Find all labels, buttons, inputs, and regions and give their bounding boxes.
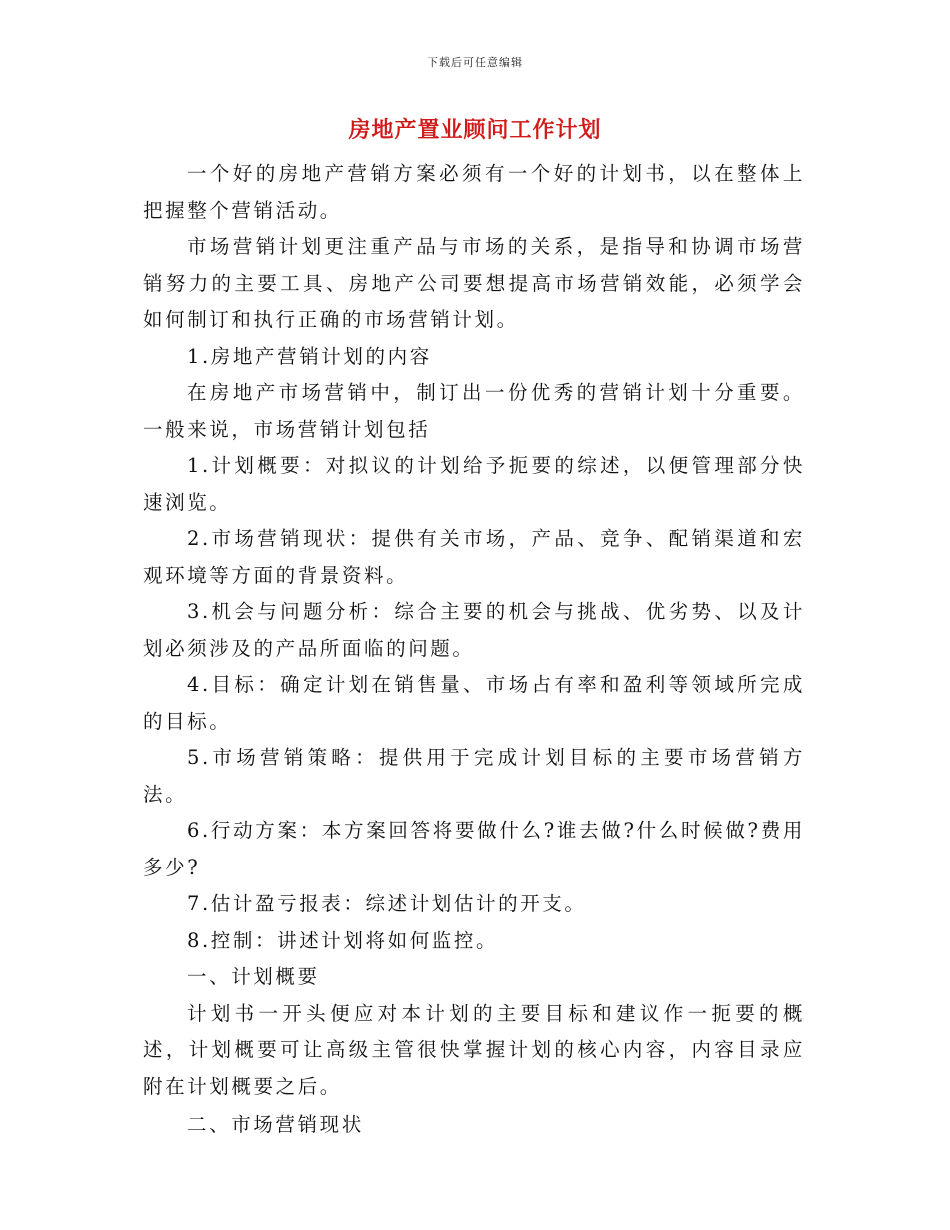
list-item-4: 4.目标：确定计划在销售量、市场占有率和盈利等领域所完成的目标。 <box>143 673 805 733</box>
list-item-1: 1.计划概要：对拟议的计划给予扼要的综述，以便管理部分快速浏览。 <box>143 454 805 514</box>
paragraph-summary: 计划书一开头便应对本计划的主要目标和建议作一扼要的概述，计划概要可让高级主管很快掌握计划的核心内容，内容目录应附在计划概要之后。 <box>143 1001 805 1098</box>
list-item-6: 6.行动方案：本方案回答将要做什么?谁去做?什么时候做?费用多少? <box>143 819 805 879</box>
list-item-5: 5.市场营销策略：提供用于完成计划目标的主要市场营销方法。 <box>143 746 805 806</box>
list-item-7: 7.估计盈亏报表：综述计划估计的开支。 <box>187 892 587 915</box>
section-heading-status: 二、市场营销现状 <box>187 1113 364 1136</box>
section-heading-summary: 一、计划概要 <box>187 965 320 988</box>
page-header: 下载后可任意编辑 <box>427 56 523 69</box>
paragraph-plan-includes: 在房地产市场营销中，制订出一份优秀的营销计划十分重要。一般来说，市场营销计划包括 <box>143 381 805 441</box>
list-item-3: 3.机会与问题分析：综合主要的机会与挑战、优劣势、以及计划必须涉及的产品所面临的问题。 <box>143 600 805 660</box>
section-heading-content: 1.房地产营销计划的内容 <box>187 344 432 368</box>
paragraph-intro: 一个好的房地产营销方案必须有一个好的计划书，以在整体上把握整个营销活动。 <box>143 162 805 222</box>
document-body <box>143 156 805 1144</box>
paragraph-marketing-plan: 市场营销计划更注重产品与市场的关系，是指导和协调市场营销努力的主要工具、房地产公司要想提高市场营销效能，必须学会如何制订和执行正确的市场营销计划。 <box>143 235 805 331</box>
list-item-8: 8.控制：讲述计划将如何监控。 <box>187 928 499 952</box>
document-title: 房地产置业顾问工作计划 <box>348 117 602 143</box>
list-item-2: 2.市场营销现状：提供有关市场，产品、竞争、配销渠道和宏观环境等方面的背景资料。 <box>143 527 805 587</box>
